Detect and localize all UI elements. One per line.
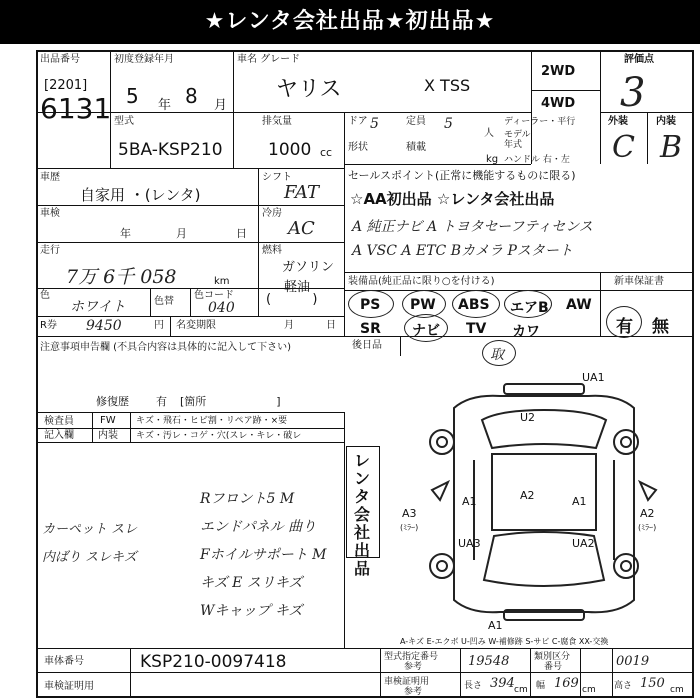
drive-2wd: 2WD <box>541 64 576 79</box>
doors-value: 5 <box>370 116 379 132</box>
chassis-label: 車体番号 <box>44 656 84 667</box>
height-label: 高さ <box>614 681 633 691</box>
mark-a1-right: A1 <box>572 495 587 508</box>
note-line-3: Fホイルサポート M <box>200 547 327 563</box>
repair-label: 修復歴 <box>96 395 129 408</box>
registration-label: 車検証明用 <box>44 681 94 692</box>
first-reg-year-unit: 年 <box>158 98 172 113</box>
note-line-5: Wキャップ キズ <box>200 603 303 619</box>
doors-label: ドア <box>348 116 368 127</box>
lot-number: 6131 <box>40 92 112 125</box>
displacement-value: 1000 <box>268 140 312 160</box>
category-label1: 類別区分 <box>534 652 571 662</box>
inspection-day: 日 <box>236 227 247 240</box>
rating-value: 3 <box>620 70 646 116</box>
displacement-unit: cc <box>320 146 333 159</box>
ac-value: AC <box>288 218 315 239</box>
car-label: 車名 グレード <box>237 54 301 65</box>
rating-exterior: C <box>612 130 635 165</box>
notes-label: 注意事項申告欄 (不具合内容は具体的に記入して下さい) <box>40 342 291 353</box>
note-line-4: キズ E スリキズ <box>200 575 303 591</box>
rental-vertical-text: レンタ会社出品 <box>353 451 370 578</box>
equip-ps: PS <box>360 297 381 313</box>
equip-airbag-circle <box>504 290 552 318</box>
lot-sub: [2201] <box>44 78 88 93</box>
rating-exterior-label: 外装 <box>608 116 628 127</box>
registration-label1: 車検証明用 <box>384 677 430 687</box>
width-label: 幅 <box>536 681 546 691</box>
capacity-label: 定員 <box>406 116 426 127</box>
sales-label: セールスポイント(正常に機能するものに限る) <box>348 169 576 182</box>
color-change-label: 色替 <box>154 296 174 307</box>
capacity-value: 5 <box>444 116 453 132</box>
inspector-label2: 記入欄 <box>44 430 74 441</box>
equip-tv: TV <box>466 321 487 337</box>
inspector-fw: FW <box>100 415 116 426</box>
mark-a2-right-sub: (ﾐﾗｰ) <box>638 523 657 532</box>
height-value: 150 <box>640 676 665 691</box>
ac-label: 冷房 <box>262 208 282 219</box>
type-designation-value: 19548 <box>468 654 510 669</box>
shape-label: 形状 <box>348 142 368 153</box>
mark-a1-bottom: A1 <box>488 619 503 632</box>
category-label2: 番号 <box>544 662 563 672</box>
first-reg-month-unit: 月 <box>214 98 228 113</box>
color-label: 色 <box>40 290 50 301</box>
equip-aw: AW <box>566 297 592 313</box>
inspector-legend2: キズ・汚レ・コゲ・穴(スレ・キレ・破レ <box>136 431 302 441</box>
inspector-label1: 検査員 <box>44 416 74 427</box>
load-label: 積載 <box>406 142 426 153</box>
equip-abs: ABS <box>458 297 490 313</box>
chassis-value: KSP210-0097418 <box>140 652 287 672</box>
first-reg-year: 5 <box>126 84 139 108</box>
fuel-gas: ガソリン <box>282 260 335 275</box>
model-label: 型式 <box>114 116 134 127</box>
rear-seat-label: 後日品 <box>352 340 382 351</box>
warranty-label: 新車保証書 <box>614 276 664 287</box>
handle-label: ハンドル 右・左 <box>504 155 570 165</box>
history-value: 自家用 ・(レンタ) <box>80 186 201 204</box>
name-change-label: 名変期限 <box>176 320 216 331</box>
equip-navi-circle <box>404 314 448 342</box>
inspection-year: 年 <box>120 227 131 240</box>
shift-label: シフト <box>262 172 292 183</box>
mark-a1-left: A1 <box>462 495 477 508</box>
left-note-2: 内ばり スレキズ <box>42 550 137 565</box>
warranty-circle <box>606 306 642 338</box>
length-value: 394 <box>490 676 515 691</box>
equipment-label: 装備品(純正品に限り○を付ける) <box>348 276 495 287</box>
load-unit: kg <box>486 154 499 165</box>
model-value: 5BA-KSP210 <box>118 140 223 160</box>
warranty-yes: 有 <box>616 317 633 337</box>
recycle-value: 9450 <box>86 318 122 334</box>
note-line-1: Rフロント5 M <box>200 491 295 507</box>
repair-value: 有 <box>156 395 167 408</box>
car-grade: X TSS <box>424 76 471 95</box>
mark-ua1-top: UA1 <box>582 371 605 384</box>
width-value: 169 <box>554 676 579 691</box>
shift-value: FAT <box>284 182 319 203</box>
fuel-label: 燃料 <box>262 245 282 256</box>
recycle-label: R券 <box>40 320 57 331</box>
length-label: 長さ <box>464 681 483 691</box>
displacement-label: 排気量 <box>262 116 292 127</box>
equip-leather: カワ <box>512 324 540 340</box>
left-note-1: カーペット スレ <box>42 522 138 537</box>
mark-a3: A3 <box>402 507 417 520</box>
color-code-label: 色コード <box>194 290 234 301</box>
damage-legend: A-キズ E-エクボ U-凹み W-補修跡 S-サビ C-腐食 XX-交換 <box>400 637 609 646</box>
height-unit: cm <box>670 685 684 695</box>
sales-line1: ☆AA初出品 ☆レンタ会社出品 <box>350 190 555 208</box>
sales-line3: A VSC A ETC Bカメラ Pスタート <box>352 243 573 259</box>
header-title: ★レンタ会社出品★初出品★ <box>0 0 700 44</box>
mark-a2-right: A2 <box>640 507 655 520</box>
equip-pw: PW <box>410 297 436 313</box>
rating-interior: B <box>660 130 683 165</box>
capacity-unit: 人 <box>484 128 494 139</box>
first-reg-month: 8 <box>185 84 198 108</box>
mileage-unit: km <box>214 276 230 287</box>
mark-ua2: UA2 <box>572 537 595 550</box>
mark-a3-sub: (ﾐﾗｰ) <box>400 523 419 532</box>
recycle-unit: 円 <box>154 320 164 331</box>
equip-abs-circle <box>452 290 500 318</box>
rear-seat-circle <box>482 340 516 366</box>
note-line-2: エンドパネル 曲り <box>200 519 317 535</box>
history-label: 車歴 <box>40 172 60 183</box>
model-year-label: モデル 年式 <box>504 130 531 150</box>
mileage-value: 7万 6千 058 <box>66 266 177 288</box>
color-value: ホワイト <box>70 299 126 315</box>
equip-airbag: エアB <box>510 300 549 316</box>
equip-sr: SR <box>360 321 381 337</box>
mark-a2-center: A2 <box>520 489 535 502</box>
equip-navi: ナビ <box>412 323 440 339</box>
length-unit: cm <box>514 685 528 695</box>
fuel-diesel: 軽油 <box>284 280 311 295</box>
width-unit: cm <box>582 685 596 695</box>
type-designation-label2: 参考 <box>404 662 423 672</box>
color-code: 040 <box>208 300 235 316</box>
inspection-month: 月 <box>176 227 187 240</box>
name-change-day: 日 <box>326 320 336 331</box>
rating-interior-label: 内装 <box>656 116 676 127</box>
mileage-label: 走行 <box>40 245 60 256</box>
lot-label: 出品番号 <box>40 54 80 65</box>
name-change-month: 月 <box>284 320 294 331</box>
inspector-legend1: キズ・飛石・ヒビ割・リペア跡・×要 <box>136 416 288 426</box>
type-designation-label1: 型式指定番号 <box>384 652 439 662</box>
drive-4wd: 4WD <box>541 96 576 111</box>
rear-seat-value: 取 <box>490 347 504 363</box>
inspection-label: 車検 <box>40 208 60 219</box>
warranty-no: 無 <box>652 317 669 337</box>
mark-ua3: UA3 <box>458 537 481 550</box>
first-reg-label: 初度登録年月 <box>114 54 174 65</box>
rating-label: 評価点 <box>624 54 654 65</box>
equip-ps-circle <box>348 290 394 318</box>
dealer-label: ディーラー・平行 <box>504 117 576 127</box>
repair-place: [箇所 ] <box>180 395 281 408</box>
registration-label2: 参考 <box>404 687 423 697</box>
sales-line2: A 純正ナビ A トヨタセーフティセンス <box>352 219 593 235</box>
inspector-interior: 内装 <box>98 430 118 441</box>
fuel-paren: ( ) <box>266 292 318 307</box>
car-name: ヤリス <box>276 77 342 102</box>
mark-u2: U2 <box>520 411 536 424</box>
category-value: 0019 <box>616 654 650 669</box>
